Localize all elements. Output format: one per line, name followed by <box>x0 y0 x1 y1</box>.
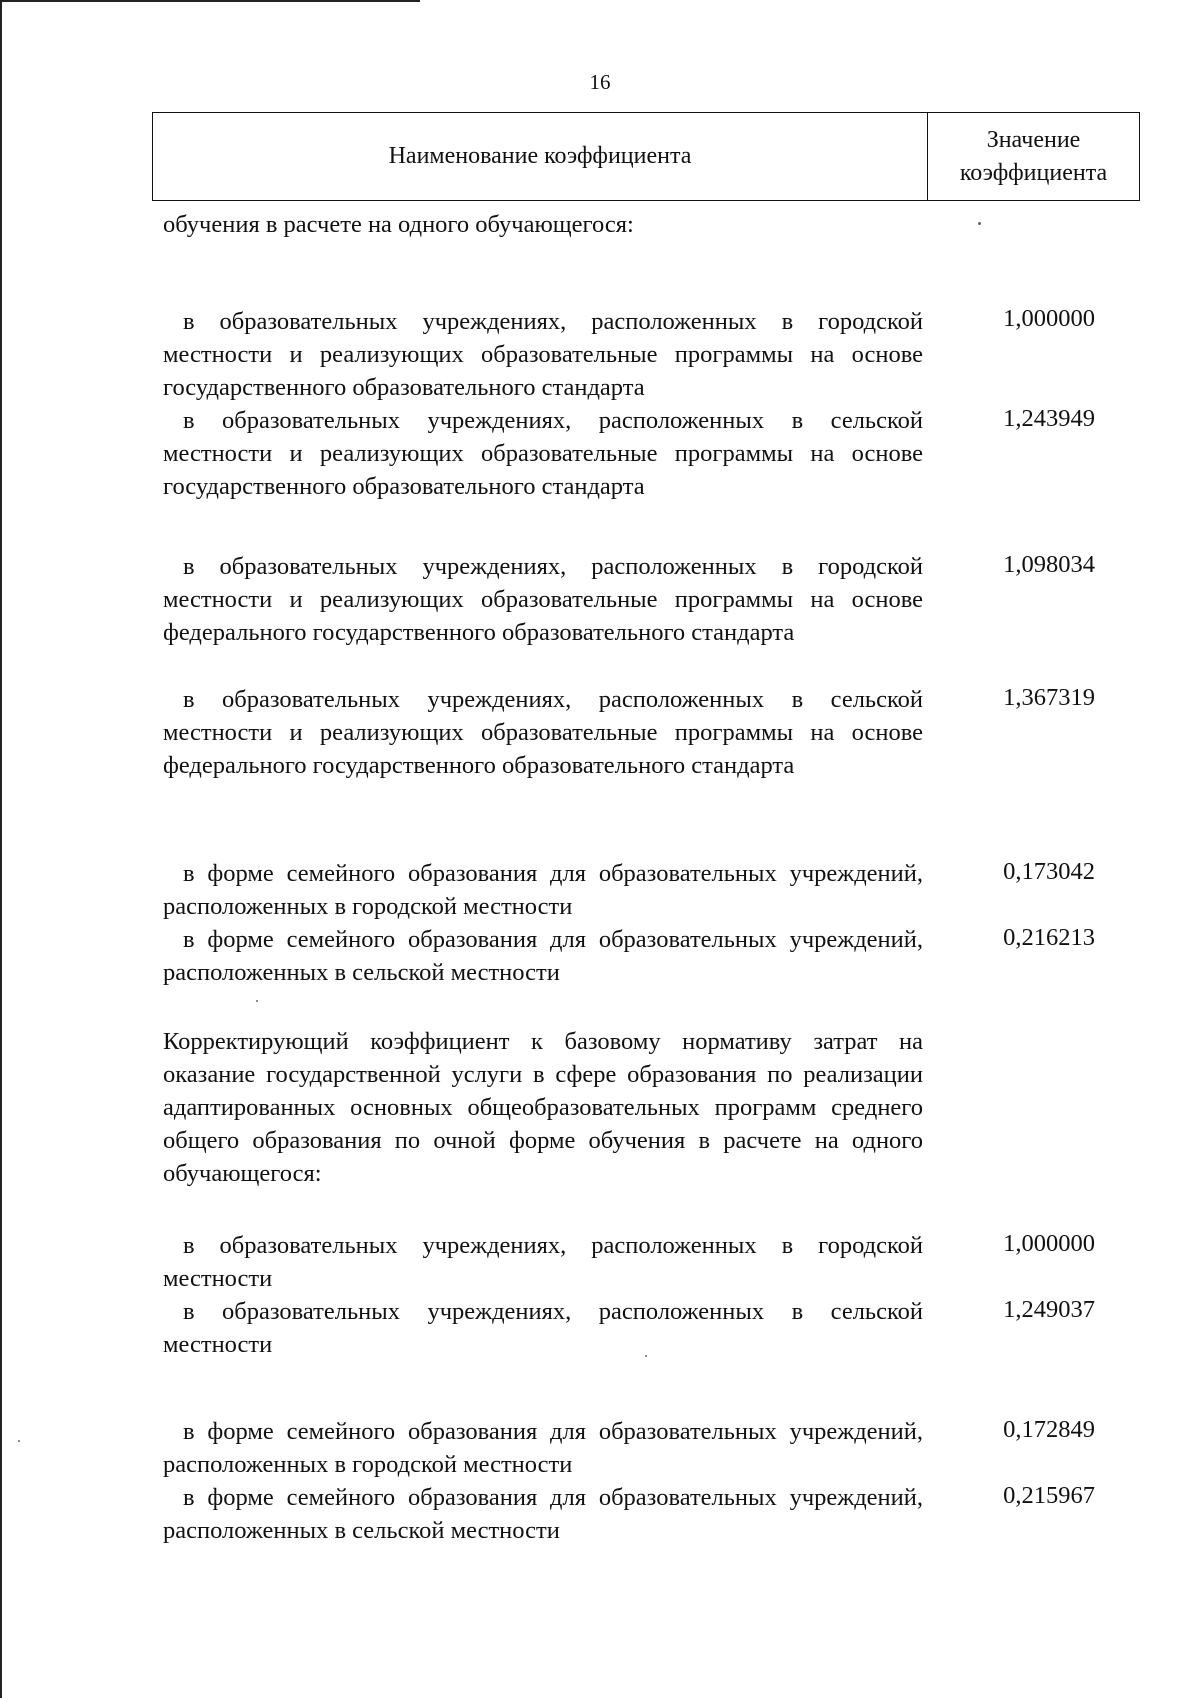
entry-value: 1,000000 <box>1003 1230 1095 1257</box>
entry-value: 1,249037 <box>1003 1296 1095 1323</box>
scan-speck <box>18 1440 20 1442</box>
entry-text: в форме семейного образования для образовательных учреждений, расположенных в городской местности <box>163 1418 923 1478</box>
scan-speck <box>256 1000 258 1002</box>
entry-value: 1,243949 <box>1003 405 1095 432</box>
table-header <box>152 112 1140 201</box>
section-heading: Корректирующий коэффициент к базовому нормативу затрат на оказание государственной услуги в сфере образования по реализации адаптированных основных общеобразовательных программ среднего общего образования по очной форме обучения в расчете на одного обучающегося: <box>163 1028 923 1187</box>
header-name-column: Наименование коэффициента <box>153 113 928 200</box>
entry-text: в образовательных учреждениях, расположенных в городской местности и реализующих образовательные программы на основе федерального государственного образовательного стандарта <box>163 553 923 646</box>
entry-text: в образовательных учреждениях, расположенных в городской местности <box>163 1232 923 1292</box>
header-value-label: Значение коэффициента <box>959 126 1108 186</box>
entry-text: в образовательных учреждениях, расположенных в городской местности и реализующих образовательные программы на основе государственного образовательного стандарта <box>163 308 923 401</box>
page-number: 16 <box>589 70 611 94</box>
entry-text: в образовательных учреждениях, расположенных в сельской местности <box>163 1298 923 1358</box>
entry-value: 1,000000 <box>1003 305 1095 332</box>
entry-text: в форме семейного образования для образовательных учреждений, расположенных в городской местности <box>163 860 923 920</box>
header-value-column <box>928 113 1139 200</box>
entry-text: в форме семейного образования для образовательных учреждений, расположенных в сельской местности <box>163 1484 923 1544</box>
page-edge-top <box>0 0 420 2</box>
entry-value: 1,098034 <box>1003 551 1095 578</box>
page-edge-left <box>0 0 2 1698</box>
entry-text: в образовательных учреждениях, расположенных в сельской местности и реализующих образовательные программы на основе государственного образовательного стандарта <box>163 407 923 500</box>
entry-value: 0,216213 <box>1003 924 1095 951</box>
entry-value: 0,215967 <box>1003 1482 1095 1509</box>
entry-text: в форме семейного образования для образовательных учреждений, расположенных в сельской местности <box>163 926 923 986</box>
entry-value: 0,172849 <box>1003 1416 1095 1443</box>
entry-text: в образовательных учреждениях, расположенных в сельской местности и реализующих образовательные программы на основе федерального государственного образовательного стандарта <box>163 686 923 779</box>
continuation-text: обучения в расчете на одного обучающегося: <box>163 211 634 238</box>
scan-speck <box>978 222 981 225</box>
entry-value: 0,173042 <box>1003 858 1095 885</box>
scan-speck <box>645 1355 647 1357</box>
entry-value: 1,367319 <box>1003 684 1095 711</box>
